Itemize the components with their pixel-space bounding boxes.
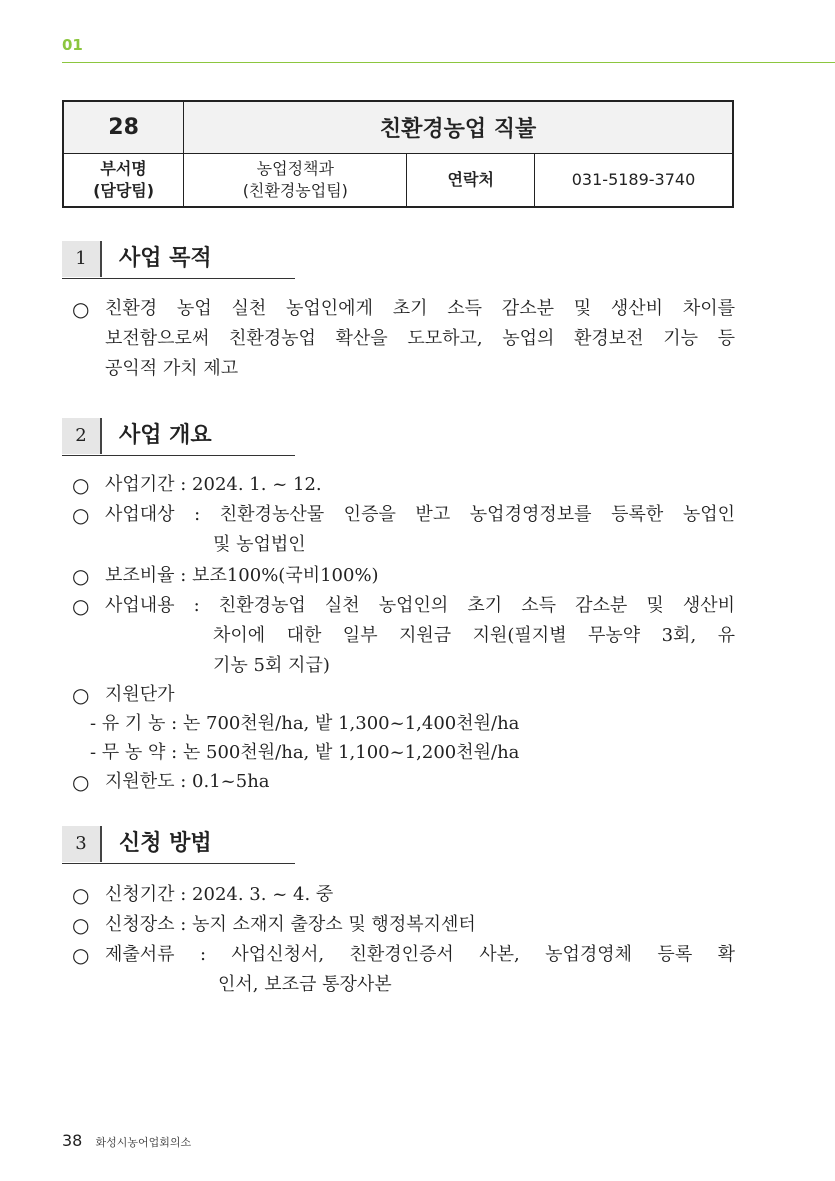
overview-ratio: 보조비율 : 보조100%(국비100%) bbox=[105, 565, 379, 586]
apply-period: 신청기간 : 2024. 3. ~ 4. 중 bbox=[105, 884, 334, 905]
overview-target-line-2: 및 농업법인 bbox=[213, 534, 306, 555]
contact-label: 연락처 bbox=[407, 154, 535, 208]
bullet-icon: ○ bbox=[72, 473, 90, 497]
purpose-line-1: 친환경 농업 실천 농업인에게 초기 소득 감소분 및 생산비 차이를 bbox=[105, 298, 735, 319]
dept-value-line2: (친환경농업팀) bbox=[242, 181, 348, 200]
overview-content-line-1: 사업내용 : 친환경농업 실천 농업인의 초기 소득 감소분 및 생산비 bbox=[105, 595, 735, 616]
overview-target-line-1: 사업대상 : 친환경농산물 인증을 받고 농업경영정보를 등록한 농업인 bbox=[105, 504, 735, 525]
dept-label-line2: (담당팀) bbox=[93, 181, 155, 200]
overview-unit-price: 지원단가 bbox=[105, 684, 175, 705]
project-title: 친환경농업 직불 bbox=[184, 101, 733, 154]
overview-period: 사업기간 : 2024. 1. ~ 12. bbox=[105, 474, 322, 495]
dept-value-line1: 농업정책과 bbox=[256, 159, 334, 178]
overview-organic-price: - 유 기 농 : 논 700천원/ha, 밭 1,300~1,400천원/ha bbox=[90, 713, 520, 734]
section-1-underline bbox=[62, 278, 295, 279]
section-3-title: 신청 방법 bbox=[119, 831, 212, 856]
section-2-title: 사업 개요 bbox=[119, 423, 212, 448]
section-2-number: 2 bbox=[62, 418, 102, 454]
section-2-underline bbox=[62, 455, 295, 456]
top-rule bbox=[62, 62, 835, 63]
bullet-icon: ○ bbox=[72, 770, 90, 794]
bullet-icon: ○ bbox=[72, 913, 90, 937]
dept-value bbox=[184, 154, 407, 208]
dept-label bbox=[63, 154, 184, 208]
footer-organization: 화성시농어업회의소 bbox=[95, 1136, 192, 1149]
bullet-icon: ○ bbox=[72, 503, 90, 527]
apply-place: 신청장소 : 농지 소재지 출장소 및 행정복지센터 bbox=[105, 914, 476, 935]
overview-pesticide-free-price: - 무 농 약 : 논 500천원/ha, 밭 1,100~1,200천원/ha bbox=[90, 742, 520, 763]
bullet-icon: ○ bbox=[72, 883, 90, 907]
overview-limit: 지원한도 : 0.1~5ha bbox=[105, 771, 270, 792]
page-footer bbox=[62, 1131, 191, 1150]
bullet-icon: ○ bbox=[72, 297, 90, 321]
apply-docs-line-1: 제출서류 : 사업신청서, 친환경인증서 사본, 농업경영체 등록 확 bbox=[105, 944, 735, 965]
bullet-icon: ○ bbox=[72, 683, 90, 707]
chapter-number: 01 bbox=[62, 36, 83, 54]
section-3-underline bbox=[62, 863, 295, 864]
bullet-icon: ○ bbox=[72, 564, 90, 588]
overview-content-line-2: 차이에 대한 일부 지원금 지원(필지별 무농약 3회, 유 bbox=[213, 625, 735, 646]
bullet-icon: ○ bbox=[72, 594, 90, 618]
contact-value: 031-5189-3740 bbox=[535, 154, 733, 208]
section-1-title: 사업 목적 bbox=[119, 246, 212, 271]
info-table bbox=[62, 100, 734, 208]
page-number: 38 bbox=[62, 1131, 83, 1150]
apply-docs-line-2: 인서, 보조금 통장사본 bbox=[218, 974, 392, 995]
section-3-number: 3 bbox=[62, 826, 102, 862]
purpose-line-2: 보전함으로써 친환경농업 확산을 도모하고, 농업의 환경보전 기능 등 bbox=[105, 328, 735, 349]
dept-label-line1: 부서명 bbox=[100, 159, 147, 178]
project-number: 28 bbox=[63, 101, 184, 154]
bullet-icon: ○ bbox=[72, 943, 90, 967]
overview-content-line-3: 기농 5회 지급) bbox=[213, 655, 330, 676]
purpose-line-3: 공익적 가치 제고 bbox=[105, 358, 239, 379]
section-1-number: 1 bbox=[62, 241, 102, 277]
